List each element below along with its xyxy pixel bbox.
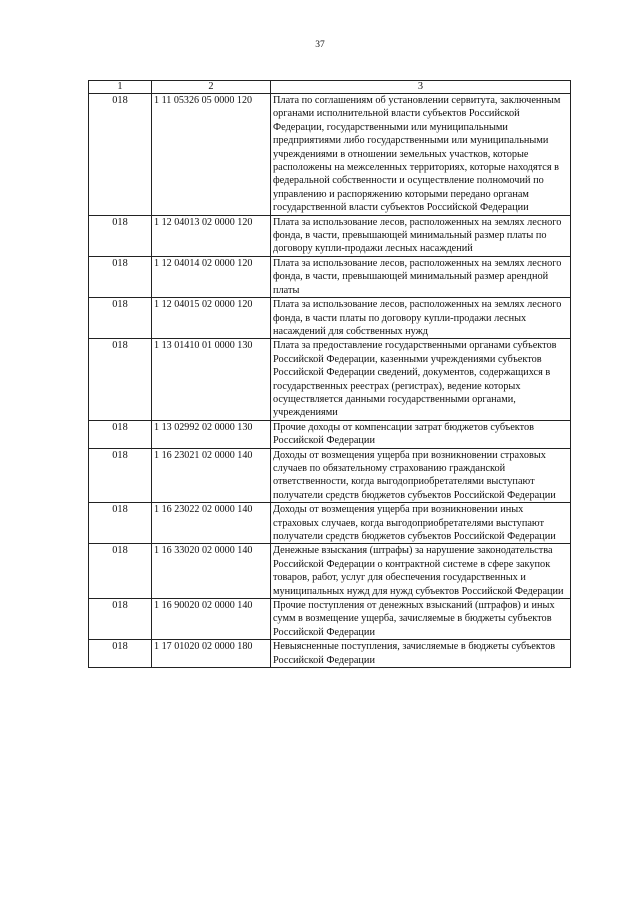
table-row [89, 640, 571, 668]
revenue-code-cell: 1 16 23022 02 0000 140 [152, 503, 271, 544]
admin-code-cell: 018 [89, 94, 152, 216]
admin-code-cell: 018 [89, 298, 152, 339]
revenue-description-cell: Невыясненные поступления, зачисляемые в бюджеты субъектов Российской Федерации [271, 640, 571, 668]
admin-code-cell: 018 [89, 420, 152, 448]
admin-code-cell: 018 [89, 503, 152, 544]
revenue-description-cell: Денежные взыскания (штрафы) за нарушение законодательства Российской Федерации о контрактной системе в сфере закупок товаров, работ, услуг для обеспечения государственных и муниципальных нужд для нужд субъектов Российской Федерации [271, 544, 571, 599]
revenue-code-cell: 1 13 02992 02 0000 130 [152, 420, 271, 448]
table-header-row [89, 81, 571, 94]
admin-code-cell: 018 [89, 339, 152, 420]
revenue-description-cell: Плата за предоставление государственными органами субъектов Российской Федерации, казенными учреждениями субъектов Российской Федерации сведений, документов, содержащихся в государственных реестрах (регистрах), ведение которых осуществляется данными государственными органами, учреждениями [271, 339, 571, 420]
revenue-code-cell: 1 13 01410 01 0000 130 [152, 339, 271, 420]
revenue-description-cell: Плата за использование лесов, расположенных на землях лесного фонда, в части платы по договору купли-продажи лесных насаждений для собственных нужд [271, 298, 571, 339]
admin-code-cell: 018 [89, 215, 152, 256]
table-row [89, 420, 571, 448]
column-header-2: 2 [152, 81, 271, 94]
table-row [89, 298, 571, 339]
admin-code-cell: 018 [89, 640, 152, 668]
revenue-code-cell: 1 16 23021 02 0000 140 [152, 448, 271, 503]
revenue-description-cell: Плата за использование лесов, расположенных на землях лесного фонда, в части, превышающей минимальный размер арендной платы [271, 256, 571, 297]
admin-code-cell: 018 [89, 448, 152, 503]
revenue-code-cell: 1 17 01020 02 0000 180 [152, 640, 271, 668]
revenue-description-cell: Прочие поступления от денежных взысканий (штрафов) и иных сумм в возмещение ущерба, зачисляемые в бюджеты субъектов Российской Федерации [271, 599, 571, 640]
table-row [89, 503, 571, 544]
revenue-code-cell: 1 12 04014 02 0000 120 [152, 256, 271, 297]
table-row [89, 94, 571, 216]
admin-code-cell: 018 [89, 256, 152, 297]
revenue-description-cell: Доходы от возмещения ущерба при возникновении иных страховых случаев, когда выгодоприобретателями выступают получатели средств бюджетов субъектов Российской Федерации [271, 503, 571, 544]
revenue-code-cell: 1 16 33020 02 0000 140 [152, 544, 271, 599]
revenue-code-cell: 1 11 05326 05 0000 120 [152, 94, 271, 216]
column-header-1: 1 [89, 81, 152, 94]
revenue-description-cell: Доходы от возмещения ущерба при возникновении страховых случаев по обязательному страхованию гражданской ответственности, когда выгодоприобретателями выступают получатели средств бюджетов субъектов Российской Федерации [271, 448, 571, 503]
admin-code-cell: 018 [89, 544, 152, 599]
revenue-codes-table [88, 80, 571, 668]
table-row [89, 599, 571, 640]
revenue-code-cell: 1 16 90020 02 0000 140 [152, 599, 271, 640]
table-row [89, 256, 571, 297]
admin-code-cell: 018 [89, 599, 152, 640]
table-row [89, 215, 571, 256]
revenue-code-cell: 1 12 04015 02 0000 120 [152, 298, 271, 339]
revenue-description-cell: Прочие доходы от компенсации затрат бюджетов субъектов Российской Федерации [271, 420, 571, 448]
page-number: 37 [315, 40, 325, 50]
revenue-code-cell: 1 12 04013 02 0000 120 [152, 215, 271, 256]
table-row [89, 339, 571, 420]
revenue-description-cell: Плата по соглашениям об установлении сервитута, заключенным органами исполнительной власти субъектов Российской Федерации, государственными или муниципальными предприятиями либо государственными или муниципальными учреждениями в отношении земельных участков, которые расположены на межселенных территориях, которые находятся в федеральной собственности и осуществление полномочий по управлению и распоряжению которыми передано органам государственной власти субъектов Российской Федерации [271, 94, 571, 216]
table-row [89, 544, 571, 599]
table-row [89, 448, 571, 503]
column-header-3: 3 [271, 81, 571, 94]
revenue-description-cell: Плата за использование лесов, расположенных на землях лесного фонда, в части, превышающей минимальный размер платы по договору купли-продажи лесных насаждений [271, 215, 571, 256]
